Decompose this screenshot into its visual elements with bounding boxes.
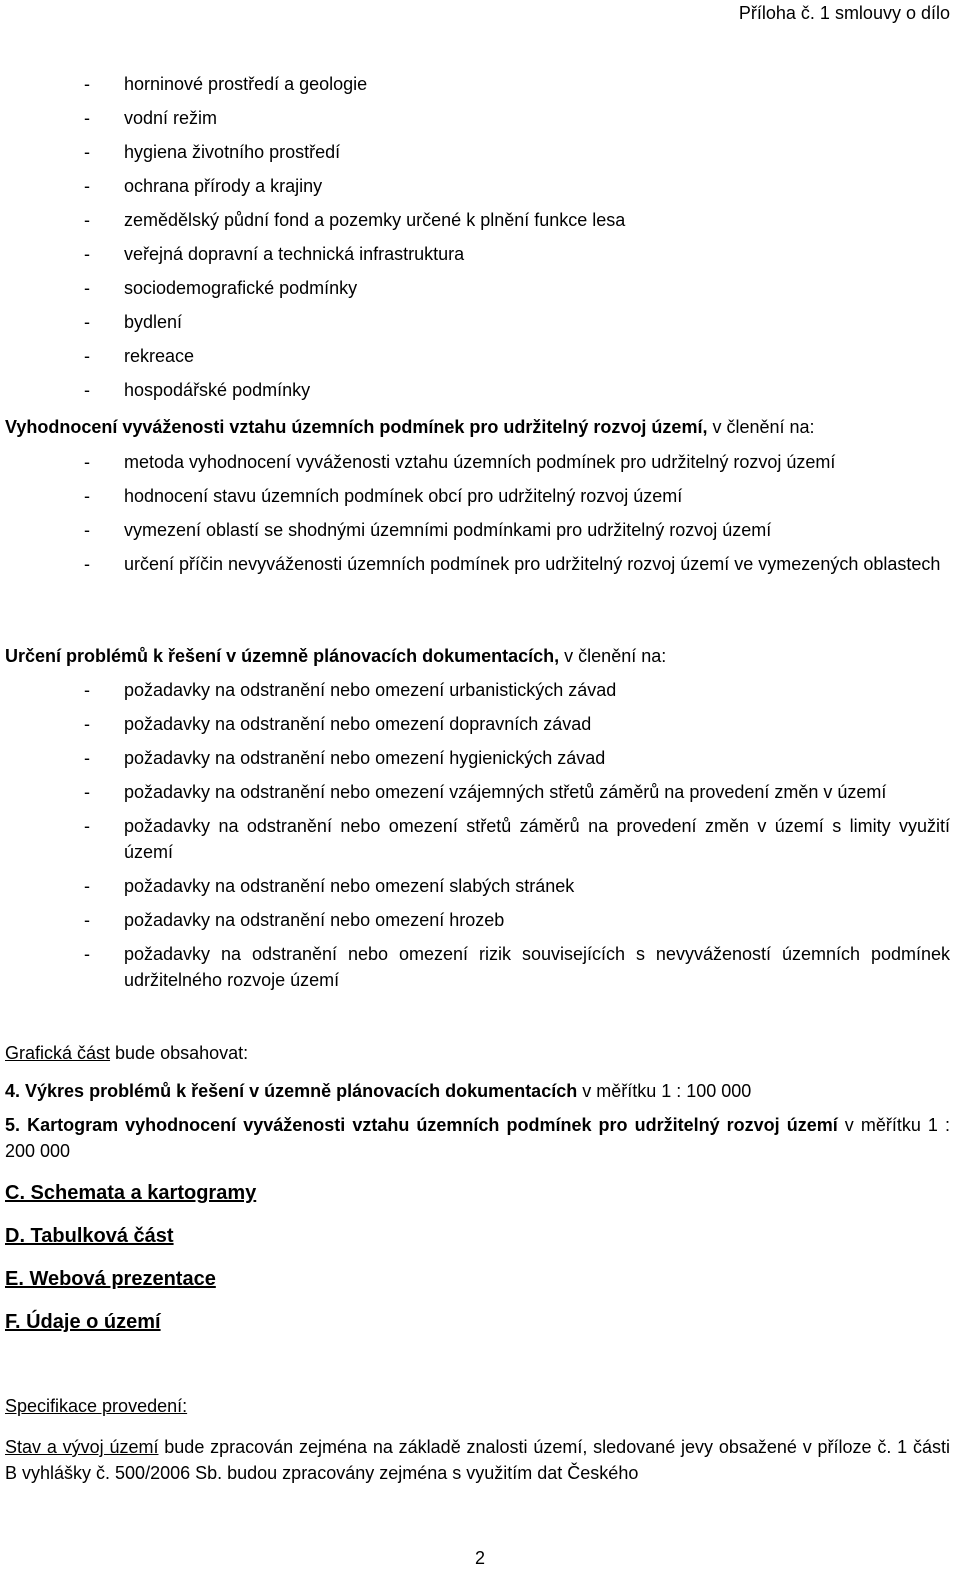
dash-bullet: - xyxy=(84,520,90,540)
topic-list-3 xyxy=(0,677,960,1001)
drawing-item-5: 5. Kartogram vyhodnocení vyváženosti vztahu územních podmínek pro udržitelný rozvoj území v měřítku 1 : 200 000 xyxy=(5,1115,950,1161)
section-c-heading: C. Schemata a kartogramy xyxy=(5,1182,257,1204)
dash-bullet: - xyxy=(84,876,90,896)
dash-bullet: - xyxy=(84,142,90,162)
dash-bullet: - xyxy=(84,244,90,264)
section-f-heading: F. Údaje o území xyxy=(5,1311,161,1333)
list-item: - požadavky na odstranění nebo omezení střetů záměrů na provedení změn v území s limity využití území xyxy=(0,813,960,865)
page-number: 2 xyxy=(474,1548,485,1568)
section-e-heading: E. Webová prezentace xyxy=(5,1268,216,1290)
list-item: - určení příčin nevyváženosti územních podmínek pro udržitelný rozvoj území ve vymezených oblastech xyxy=(0,551,960,577)
list-item: - požadavky na odstranění nebo omezení hygienických závad xyxy=(0,745,960,771)
dash-bullet: - xyxy=(84,554,90,574)
list-item: - hodnocení stavu územních podmínek obcí pro udržitelný rozvoj území xyxy=(0,483,960,509)
specification-heading: Specifikace provedení: xyxy=(5,1396,188,1416)
topic-list-2 xyxy=(0,449,960,585)
page-header: Příloha č. 1 smlouvy o dílo xyxy=(738,3,950,23)
dash-bullet: - xyxy=(84,380,90,400)
dash-bullet: - xyxy=(84,944,90,964)
list-item: - požadavky na odstranění nebo omezení urbanistických závad xyxy=(0,677,960,703)
list-item: - požadavky na odstranění nebo omezení dopravních závad xyxy=(0,711,960,737)
dash-bullet: - xyxy=(84,108,90,128)
list-item: - horninové prostředí a geologie xyxy=(0,71,960,105)
section-d-heading: D. Tabulková část xyxy=(5,1225,174,1247)
list-item: - vymezení oblastí se shodnými územními podmínkami pro udržitelný rozvoj území xyxy=(0,517,960,543)
drawing-item-4: 4. Výkres problémů k řešení v územně plánovacích dokumentacích v měřítku 1 : 100 000 xyxy=(5,1081,752,1101)
list-item: - metoda vyhodnocení vyváženosti vztahu územních podmínek pro udržitelný rozvoj území xyxy=(0,449,960,475)
dash-bullet: - xyxy=(84,452,90,472)
topic-list-1 xyxy=(0,71,960,411)
dash-bullet: - xyxy=(84,312,90,332)
dash-bullet: - xyxy=(84,176,90,196)
dash-bullet: - xyxy=(84,346,90,366)
list-item: - zemědělský půdní fond a pozemky určené k plnění funkce lesa xyxy=(0,207,960,241)
list-item: - hygiena životního prostředí xyxy=(0,139,960,173)
list-item: - požadavky na odstranění nebo omezení vzájemných střetů záměrů na provedení změn v území xyxy=(0,779,960,805)
dash-bullet: - xyxy=(84,486,90,506)
dash-bullet: - xyxy=(84,680,90,700)
dash-bullet: - xyxy=(84,816,90,836)
list-item: - požadavky na odstranění nebo omezení slabých stránek xyxy=(0,873,960,899)
dash-bullet: - xyxy=(84,910,90,930)
dash-bullet: - xyxy=(84,74,90,94)
list-item: - sociodemografické podmínky xyxy=(0,275,960,309)
list-item: - ochrana přírody a krajiny xyxy=(0,173,960,207)
dash-bullet: - xyxy=(84,278,90,298)
dash-bullet: - xyxy=(84,748,90,768)
list-item: - rekreace xyxy=(0,343,960,377)
list-item: - požadavky na odstranění nebo omezení hrozeb xyxy=(0,907,960,933)
graphic-part-intro: Grafická část bude obsahovat: xyxy=(5,1043,249,1063)
dash-bullet: - xyxy=(84,210,90,230)
dash-bullet: - xyxy=(84,714,90,734)
section-heading-vyhodnoceni: Vyhodnocení vyváženosti vztahu územních podmínek pro udržitelný rozvoj území, v členění na: xyxy=(5,417,815,437)
list-item: - vodní režim xyxy=(0,105,960,139)
list-item: - bydlení xyxy=(0,309,960,343)
dash-bullet: - xyxy=(84,782,90,802)
list-item: - požadavky na odstranění nebo omezení rizik souvisejících s nevyvážeností územních podmínek udržitelného rozvoje území xyxy=(0,941,960,993)
list-item: - hospodářské podmínky xyxy=(0,377,960,411)
final-paragraph: Stav a vývoj území bude zpracován zejména na základě znalosti území, sledované jevy obsažené v příloze č. 1 části B vyhlášky č. 500/2006 Sb. budou zpracovány zejména s využitím dat Českého xyxy=(5,1437,950,1483)
section-heading-urceni: Určení problémů k řešení v územně plánovacích dokumentacích, v členění na: xyxy=(5,646,667,666)
list-item: - veřejná dopravní a technická infrastruktura xyxy=(0,241,960,275)
